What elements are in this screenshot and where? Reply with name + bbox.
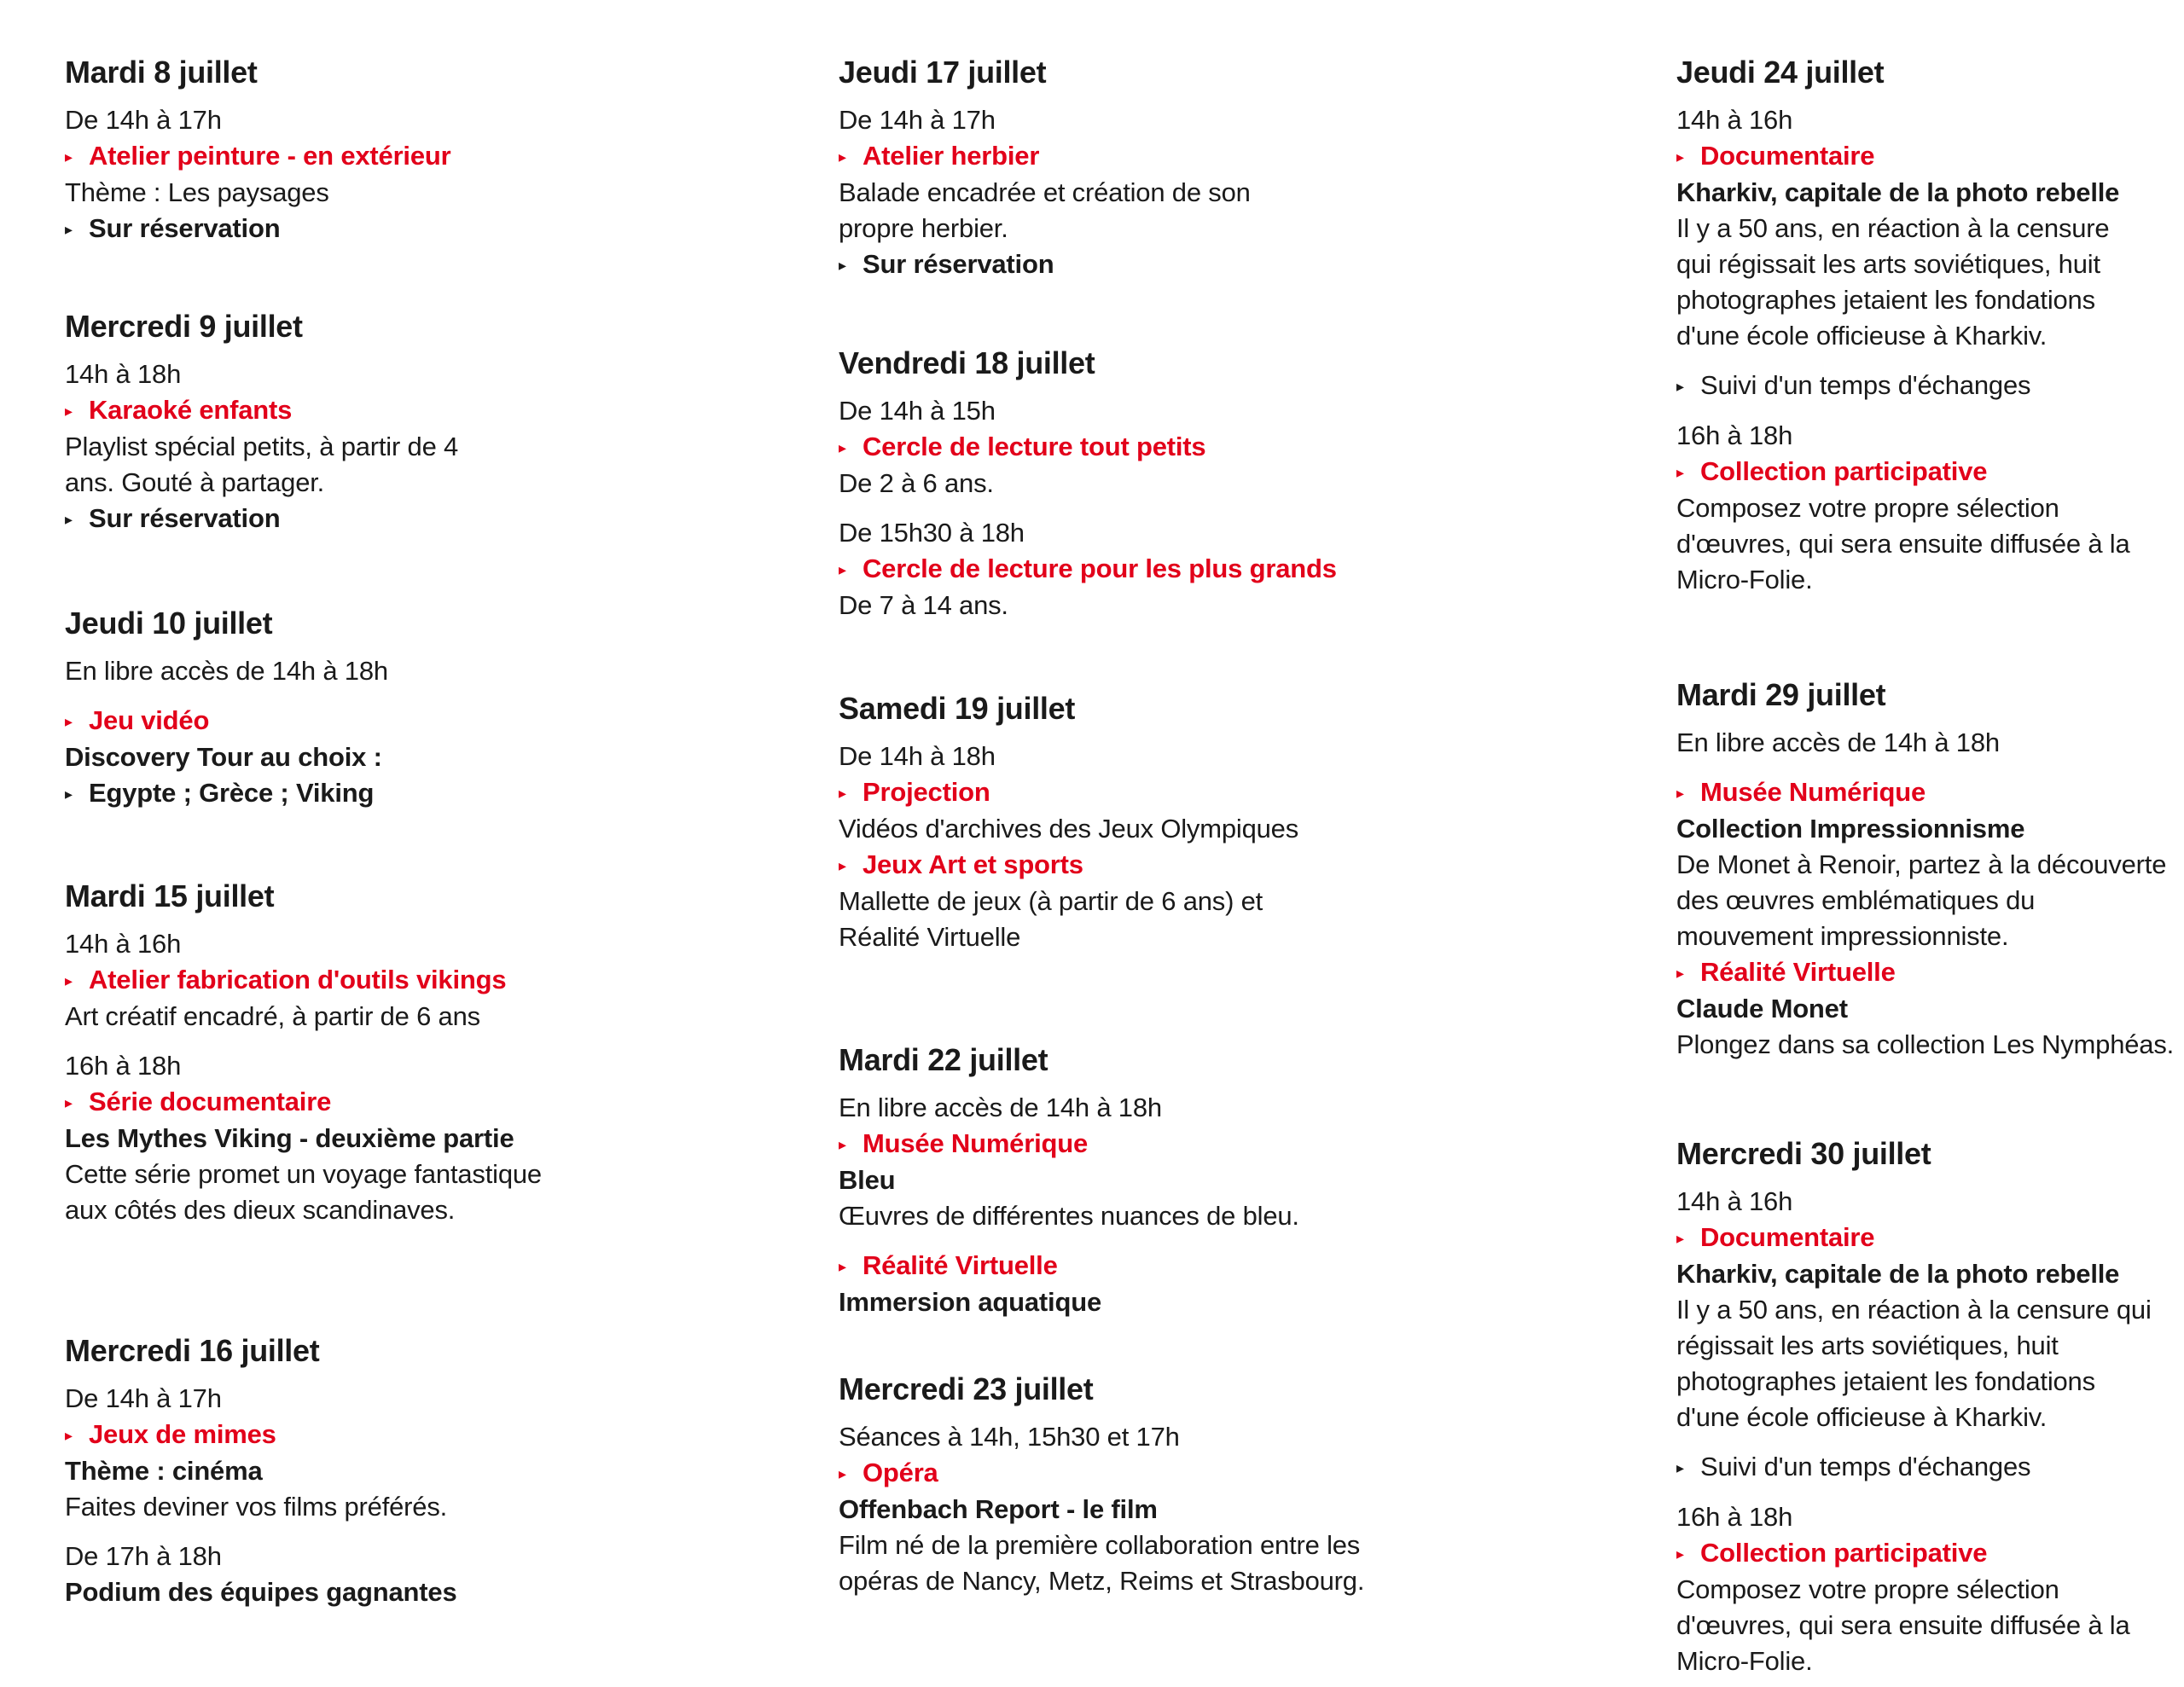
- line-text: De 14h à 18h: [839, 741, 996, 771]
- schedule-line: [1676, 883, 2174, 919]
- day-title: Jeudi 10 juillet: [65, 606, 273, 641]
- activity-title: [65, 1084, 542, 1121]
- line-text: Cercle de lecture tout petits: [863, 432, 1206, 461]
- line-text: Micro-Folie.: [1676, 1646, 1813, 1676]
- line-text: propre herbier.: [839, 213, 1008, 243]
- line-text: Cercle de lecture pour les plus grands: [863, 554, 1337, 583]
- schedule-line: [839, 811, 1298, 847]
- day-block: [65, 878, 542, 1228]
- schedule-line: [839, 1528, 1364, 1563]
- activity-subtitle: [65, 1574, 457, 1610]
- line-text: De Monet à Renoir, partez à la découverte: [1676, 849, 2167, 879]
- line-text: d'une école officieuse à Kharkiv.: [1676, 1402, 2048, 1432]
- line-text: Plongez dans sa collection Les Nymphéas.: [1676, 1029, 2175, 1059]
- schedule-line: [839, 1563, 1364, 1599]
- time-slot: [65, 653, 388, 689]
- bullet-icon: ▸: [65, 786, 73, 803]
- line-text: Composez votre propre sélection: [1676, 1574, 2059, 1604]
- activity-subtitle: [839, 1284, 1299, 1320]
- bullet-icon: ▸: [65, 1094, 73, 1111]
- day-title: Mercredi 23 juillet: [839, 1371, 1094, 1406]
- schedule-line: [1676, 1644, 2152, 1679]
- activity-subtitle: [65, 739, 388, 775]
- line-text: 14h à 16h: [1676, 105, 1793, 135]
- line-text: 14h à 16h: [65, 929, 182, 959]
- line-text: Séances à 14h, 15h30 et 17h: [839, 1422, 1180, 1452]
- activity-subtitle: [1676, 175, 2130, 211]
- line-text: Karaoké enfants: [89, 395, 293, 425]
- line-text: Suivi d'un temps d'échanges: [1700, 1452, 2031, 1481]
- schedule-line: [1676, 526, 2130, 562]
- bullet-icon: ▸: [65, 221, 73, 238]
- bullet-icon: ▸: [839, 785, 846, 802]
- activity-title: [1676, 138, 2130, 175]
- day-title: Jeudi 24 juillet: [1676, 55, 1885, 90]
- bullet-icon: ▸: [65, 511, 73, 528]
- booking-note: [65, 211, 451, 247]
- line-text: Playlist spécial petits, à partir de 4: [65, 432, 459, 461]
- schedule-line: [1676, 1027, 2174, 1063]
- line-text: De 14h à 15h: [839, 396, 996, 426]
- time-slot: [65, 1381, 457, 1417]
- activity-title: [1676, 1535, 2152, 1572]
- bullet-icon: ▸: [65, 972, 73, 989]
- line-text: Vidéos d'archives des Jeux Olympiques: [839, 814, 1299, 844]
- line-text: aux côtés des dieux scandinaves.: [65, 1195, 456, 1225]
- bullet-icon: ▸: [65, 713, 73, 730]
- line-text: Mallette de jeux (à partir de 6 ans) et: [839, 886, 1263, 916]
- line-text: Kharkiv, capitale de la photo rebelle: [1676, 1259, 2120, 1289]
- day-block: [1676, 1136, 2152, 1679]
- line-text: 16h à 18h: [1676, 1502, 1793, 1532]
- followup-note: [1676, 1449, 2152, 1486]
- activity-title: [65, 703, 388, 739]
- time-slot: [1676, 418, 2130, 454]
- day-block: [65, 55, 451, 247]
- spacer: [839, 501, 1337, 515]
- line-text: De 17h à 18h: [65, 1541, 222, 1571]
- time-slot: [65, 357, 458, 392]
- activity-title: [839, 551, 1337, 588]
- followup-note: [1676, 368, 2130, 404]
- schedule-line: [1676, 1292, 2152, 1328]
- line-text: Art créatif encadré, à partir de 6 ans: [65, 1001, 480, 1031]
- activity-title: [839, 847, 1298, 884]
- schedule-line: [839, 884, 1298, 919]
- activity-subtitle: [839, 1492, 1364, 1528]
- line-text: En libre accès de 14h à 18h: [1676, 728, 2000, 757]
- activity-subtitle: [1676, 1256, 2152, 1292]
- line-text: Jeux Art et sports: [863, 849, 1083, 879]
- line-text: Jeu vidéo: [89, 705, 210, 735]
- activity-subtitle: [65, 1121, 542, 1157]
- line-text: qui régissait les arts soviétiques, huit: [1676, 249, 2100, 279]
- line-text: mouvement impressionniste.: [1676, 921, 2009, 951]
- day-block: [839, 691, 1298, 955]
- bullet-icon: ▸: [65, 148, 73, 165]
- line-text: photographes jetaient les fondations: [1676, 1366, 2095, 1396]
- time-slot: [839, 393, 1337, 429]
- activity-title: [839, 138, 1251, 175]
- line-text: Il y a 50 ans, en réaction à la censure qui: [1676, 1295, 2152, 1325]
- bullet-icon: ▸: [1676, 785, 1684, 802]
- line-text: Collection participative: [1700, 456, 1988, 486]
- line-text: régissait les arts soviétiques, huit: [1676, 1330, 2059, 1360]
- spacer: [1676, 1435, 2152, 1449]
- day-block: [839, 345, 1337, 623]
- line-text: Bleu: [839, 1165, 896, 1195]
- line-text: opéras de Nancy, Metz, Reims et Strasbourg.: [839, 1566, 1365, 1596]
- bullet-icon: ▸: [839, 857, 846, 874]
- activity-title: [839, 774, 1298, 811]
- day-block: [1676, 55, 2130, 598]
- line-text: En libre accès de 14h à 18h: [65, 656, 388, 686]
- spacer: [65, 1525, 457, 1539]
- spacer: [65, 1035, 542, 1048]
- bullet-icon: ▸: [839, 257, 846, 274]
- line-text: Atelier herbier: [863, 141, 1040, 171]
- line-text: De 14h à 17h: [65, 1383, 222, 1413]
- schedule-line: [1676, 246, 2130, 282]
- bullet-icon: ▸: [65, 403, 73, 420]
- day-title: Mardi 15 juillet: [65, 878, 275, 913]
- schedule-line: [1676, 282, 2130, 318]
- activity-title: [65, 1417, 457, 1453]
- activity-subtitle: [839, 1162, 1299, 1198]
- activity-subtitle: [1676, 991, 2174, 1027]
- line-text: Documentaire: [1700, 141, 1875, 171]
- bullet-icon: ▸: [839, 439, 846, 456]
- day-title: Vendredi 18 juillet: [839, 345, 1095, 380]
- schedule-line: [839, 1198, 1299, 1234]
- line-text: Egypte ; Grèce ; Viking: [89, 778, 375, 808]
- day-block: [1676, 677, 2174, 1063]
- line-text: Œuvres de différentes nuances de bleu.: [839, 1201, 1299, 1231]
- line-text: Collection participative: [1700, 1538, 1988, 1568]
- bullet-icon: ▸: [1676, 148, 1684, 165]
- line-text: Projection: [863, 777, 990, 807]
- activity-title: [1676, 954, 2174, 991]
- line-text: Discovery Tour au choix :: [65, 742, 382, 772]
- bullet-icon: ▸: [839, 1465, 846, 1482]
- line-text: Atelier fabrication d'outils vikings: [89, 965, 507, 994]
- activity-title: [839, 1455, 1364, 1492]
- time-slot: [839, 1090, 1299, 1126]
- day-title: Mercredi 16 juillet: [65, 1333, 320, 1368]
- schedule-line: [65, 465, 458, 501]
- day-title: Mercredi 30 juillet: [1676, 1136, 1931, 1171]
- time-slot: [839, 739, 1298, 774]
- spacer: [1676, 404, 2130, 418]
- line-text: photographes jetaient les fondations: [1676, 285, 2095, 315]
- booking-note: [839, 246, 1251, 283]
- line-text: Faites deviner vos films préférés.: [65, 1492, 448, 1522]
- schedule-line: [1676, 1608, 2152, 1644]
- line-text: Offenbach Report - le film: [839, 1494, 1158, 1524]
- spacer: [1676, 761, 2174, 774]
- line-text: Collection Impressionnisme: [1676, 814, 2025, 844]
- activity-title: [839, 1248, 1299, 1284]
- bullet-icon: ▸: [1676, 1230, 1684, 1247]
- line-text: Documentaire: [1700, 1222, 1875, 1252]
- bullet-icon: ▸: [1676, 1459, 1684, 1476]
- time-slot: [1676, 1499, 2152, 1535]
- time-slot: [65, 926, 542, 962]
- line-text: Sur réservation: [89, 213, 281, 243]
- line-text: d'œuvres, qui sera ensuite diffusée à la: [1676, 1610, 2130, 1640]
- time-slot: [65, 1048, 542, 1084]
- activity-subtitle: [1676, 811, 2174, 847]
- line-text: Jeux de mimes: [89, 1419, 276, 1449]
- line-text: Sur réservation: [89, 503, 281, 533]
- line-text: De 14h à 17h: [65, 105, 222, 135]
- line-text: Balade encadrée et création de son: [839, 177, 1251, 207]
- time-slot: [65, 102, 451, 138]
- time-slot: [65, 1539, 457, 1574]
- line-text: Thème : Les paysages: [65, 177, 329, 207]
- line-text: De 2 à 6 ans.: [839, 468, 994, 498]
- bullet-icon: ▸: [1676, 378, 1684, 395]
- line-text: Sur réservation: [863, 249, 1054, 279]
- line-text: Réalité Virtuelle: [1700, 957, 1896, 987]
- activity-title: [839, 429, 1337, 466]
- time-slot: [1676, 102, 2130, 138]
- bullet-icon: ▸: [839, 1136, 846, 1153]
- line-text: Réalité Virtuelle: [839, 922, 1021, 952]
- line-text: Claude Monet: [1676, 994, 1848, 1023]
- line-text: Thème : cinéma: [65, 1456, 263, 1486]
- time-slot: [839, 1419, 1364, 1455]
- day-title: Mardi 29 juillet: [1676, 677, 1886, 712]
- schedule-line: [839, 175, 1251, 211]
- schedule-line: [1676, 1328, 2152, 1364]
- schedule-line: [839, 211, 1251, 246]
- time-slot: [839, 515, 1337, 551]
- schedule-line: [1676, 562, 2130, 598]
- schedule-line: [1676, 318, 2130, 354]
- bullet-icon: ▸: [65, 1427, 73, 1444]
- bullet-icon: ▸: [1676, 965, 1684, 982]
- schedule-line: [65, 1157, 542, 1192]
- day-block: [839, 1042, 1299, 1320]
- activity-title: [1676, 454, 2130, 490]
- spacer: [65, 689, 388, 703]
- line-text: 16h à 18h: [1676, 420, 1793, 450]
- day-block: [65, 309, 458, 537]
- schedule-line: [839, 466, 1337, 501]
- day-block: [839, 1371, 1364, 1599]
- line-text: Série documentaire: [89, 1087, 332, 1116]
- activity-title: [1676, 774, 2174, 811]
- time-slot: [1676, 1184, 2152, 1220]
- activity-title: [65, 962, 542, 999]
- line-text: Opéra: [863, 1458, 938, 1487]
- bullet-icon: ▸: [1676, 464, 1684, 481]
- line-text: Atelier peinture - en extérieur: [89, 141, 451, 171]
- activity-title: [65, 138, 451, 175]
- spacer: [1676, 354, 2130, 368]
- day-title: Jeudi 17 juillet: [839, 55, 1047, 90]
- bullet-icon: ▸: [839, 561, 846, 578]
- spacer: [1676, 1486, 2152, 1499]
- line-text: Les Mythes Viking - deuxième partie: [65, 1123, 514, 1153]
- activity-title: [65, 392, 458, 429]
- time-slot: [1676, 725, 2174, 761]
- line-text: De 7 à 14 ans.: [839, 590, 1008, 620]
- day-block: [65, 606, 388, 812]
- line-text: 14h à 16h: [1676, 1186, 1793, 1216]
- line-text: Film né de la première collaboration entre les: [839, 1530, 1361, 1560]
- day-title: Mercredi 9 juillet: [65, 309, 303, 344]
- line-text: Réalité Virtuelle: [863, 1250, 1058, 1280]
- activity-title: [839, 1126, 1299, 1162]
- line-text: Musée Numérique: [1700, 777, 1926, 807]
- schedule-line: [65, 175, 451, 211]
- schedule-line: [65, 1489, 457, 1525]
- day-title: Samedi 19 juillet: [839, 691, 1076, 726]
- line-text: 14h à 18h: [65, 359, 182, 389]
- schedule-line: [1676, 1364, 2152, 1400]
- line-text: Immersion aquatique: [839, 1287, 1101, 1317]
- day-block: [839, 55, 1251, 283]
- day-title: Mardi 8 juillet: [65, 55, 258, 90]
- day-title: Mardi 22 juillet: [839, 1042, 1048, 1077]
- line-text: d'œuvres, qui sera ensuite diffusée à la: [1676, 529, 2130, 559]
- activity-subtitle: [65, 1453, 457, 1489]
- booking-note: [65, 775, 388, 812]
- line-text: 16h à 18h: [65, 1051, 182, 1081]
- line-text: Il y a 50 ans, en réaction à la censure: [1676, 213, 2110, 243]
- schedule-line: [1676, 490, 2130, 526]
- line-text: ans. Gouté à partager.: [65, 467, 325, 497]
- schedule-line: [839, 919, 1298, 955]
- bullet-icon: ▸: [839, 148, 846, 165]
- line-text: d'une école officieuse à Kharkiv.: [1676, 321, 2048, 351]
- bullet-icon: ▸: [839, 1258, 846, 1275]
- line-text: Kharkiv, capitale de la photo rebelle: [1676, 177, 2120, 207]
- bullet-icon: ▸: [1676, 1545, 1684, 1562]
- schedule-line: [839, 588, 1337, 623]
- spacer: [839, 1234, 1299, 1248]
- schedule-line: [1676, 847, 2174, 883]
- schedule-line: [65, 1192, 542, 1228]
- line-text: des œuvres emblématiques du: [1676, 885, 2036, 915]
- line-text: Cette série promet un voyage fantastique: [65, 1159, 542, 1189]
- line-text: De 14h à 17h: [839, 105, 996, 135]
- line-text: De 15h30 à 18h: [839, 518, 1025, 548]
- schedule-line: [65, 999, 542, 1035]
- line-text: Musée Numérique: [863, 1128, 1089, 1158]
- day-block: [65, 1333, 457, 1610]
- schedule-line: [1676, 1572, 2152, 1608]
- activity-title: [1676, 1220, 2152, 1256]
- schedule-line: [1676, 919, 2174, 954]
- time-slot: [839, 102, 1251, 138]
- schedule-line: [1676, 211, 2130, 246]
- line-text: En libre accès de 14h à 18h: [839, 1093, 1162, 1122]
- booking-note: [65, 501, 458, 537]
- schedule-line: [1676, 1400, 2152, 1435]
- line-text: Suivi d'un temps d'échanges: [1700, 370, 2031, 400]
- line-text: Podium des équipes gagnantes: [65, 1577, 457, 1607]
- line-text: Micro-Folie.: [1676, 565, 1813, 594]
- line-text: Composez votre propre sélection: [1676, 493, 2059, 523]
- schedule-line: [65, 429, 458, 465]
